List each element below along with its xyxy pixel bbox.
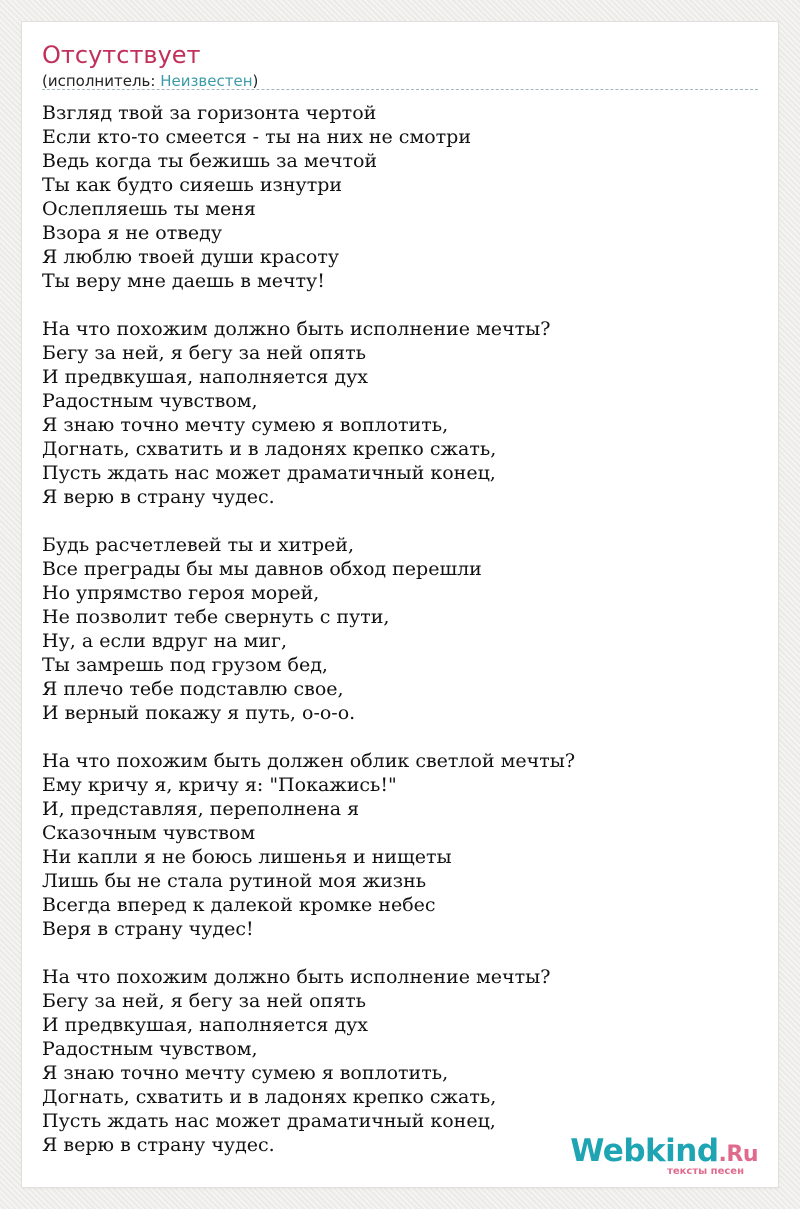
lyrics-line: Догнать, схватить и в ладонях крепко сжать, [42, 1086, 497, 1108]
lyrics-line: Ну, а если вдруг на миг, [42, 630, 288, 652]
lyrics-line: Пусть ждать нас может драматичный конец, [42, 462, 496, 484]
lyrics-line: На что похожим должно быть исполнение мечты? [42, 318, 551, 340]
lyrics-line: Я знаю точно мечту сумею я воплотить, [42, 414, 449, 436]
lyrics-line: Пусть ждать нас может драматичный конец, [42, 1110, 496, 1132]
song-title: Отсутствует [42, 41, 201, 69]
lyrics-line: Взгляд твой за горизонта чертой [42, 102, 377, 124]
lyrics-line: Ни капли я не боюсь лишенья и нищеты [42, 846, 452, 868]
lyrics-line: Я верю в страну чудес. [42, 1134, 275, 1156]
artist-suffix: ) [252, 72, 259, 90]
lyrics-line: Будь расчетлевей ты и хитрей, [42, 534, 355, 556]
lyrics-line: Сказочным чувством [42, 822, 256, 844]
lyrics-card [22, 22, 778, 1187]
artist-prefix: (исполнитель: [42, 72, 161, 90]
lyrics-line: На что похожим должно быть исполнение мечты? [42, 966, 551, 988]
lyrics-line: Взора я не отведу [42, 222, 223, 244]
lyrics-line: Я верю в страну чудес. [42, 486, 275, 508]
artist-link[interactable]: Неизвестен [160, 72, 253, 90]
lyrics-line: Я люблю твоей души красоту [42, 246, 340, 268]
lyrics-stanza [42, 533, 742, 725]
lyrics-line: Если кто-то смеется - ты на них не смотри [42, 126, 471, 148]
lyrics-line: На что похожим быть должен облик светлой мечты? [42, 750, 576, 772]
lyrics-line: Радостным чувством, [42, 390, 258, 412]
lyrics-line: И предвкушая, наполняется дух [42, 1014, 369, 1036]
lyrics-line: Ты замрешь под грузом бед, [42, 654, 328, 676]
lyrics-line: Лишь бы не стала рутиной моя жизнь [42, 870, 427, 892]
lyrics-line: И, представляя, переполнена я [42, 798, 360, 820]
lyrics-line: Все преграды бы мы давнов обход перешли [42, 558, 482, 580]
lyrics-line: И верный покажу я путь, о-о-о. [42, 702, 356, 724]
lyrics-line: Но упрямство героя морей, [42, 582, 320, 604]
lyrics-stanza [42, 101, 742, 293]
lyrics-line: Ему кричу я, кричу я: "Покажись!" [42, 774, 397, 796]
lyrics-line: Бегу за ней, я бегу за ней опять [42, 990, 366, 1012]
lyrics-line: Я плечо тебе подставлю свое, [42, 678, 344, 700]
lyrics-line: Всегда вперед к далекой кромке небес [42, 894, 436, 916]
lyrics-line: Я знаю точно мечту сумею я воплотить, [42, 1062, 449, 1084]
lyrics-line: Бегу за ней, я бегу за ней опять [42, 342, 366, 364]
lyrics-line: Ты как будто сияешь изнутри [42, 174, 343, 196]
lyrics-stanza [42, 749, 742, 941]
site-logo[interactable] [570, 1133, 758, 1179]
lyrics-line: Ослепляешь ты меня [42, 198, 256, 220]
lyrics-line: Не позволит тебе свернуть с пути, [42, 606, 390, 628]
lyrics-stanza [42, 965, 742, 1157]
lyrics-text [42, 101, 742, 1157]
logo-tagline: тексты песен [667, 1166, 744, 1177]
lyrics-line: Ведь когда ты бежишь за мечтой [42, 150, 378, 172]
header-divider [42, 89, 758, 90]
lyrics-line: Радостным чувством, [42, 1038, 258, 1060]
artist-line [42, 71, 258, 91]
lyrics-line: И предвкушая, наполняется дух [42, 366, 369, 388]
lyrics-line: Догнать, схватить и в ладонях крепко сжать, [42, 438, 497, 460]
lyrics-line: Ты веру мне даешь в мечту! [42, 270, 325, 292]
lyrics-stanza [42, 317, 742, 509]
lyrics-line: Веря в страну чудес! [42, 918, 254, 940]
logo-brand-main: Webkind [570, 1133, 719, 1169]
logo-brand-tld: .Ru [718, 1142, 758, 1167]
